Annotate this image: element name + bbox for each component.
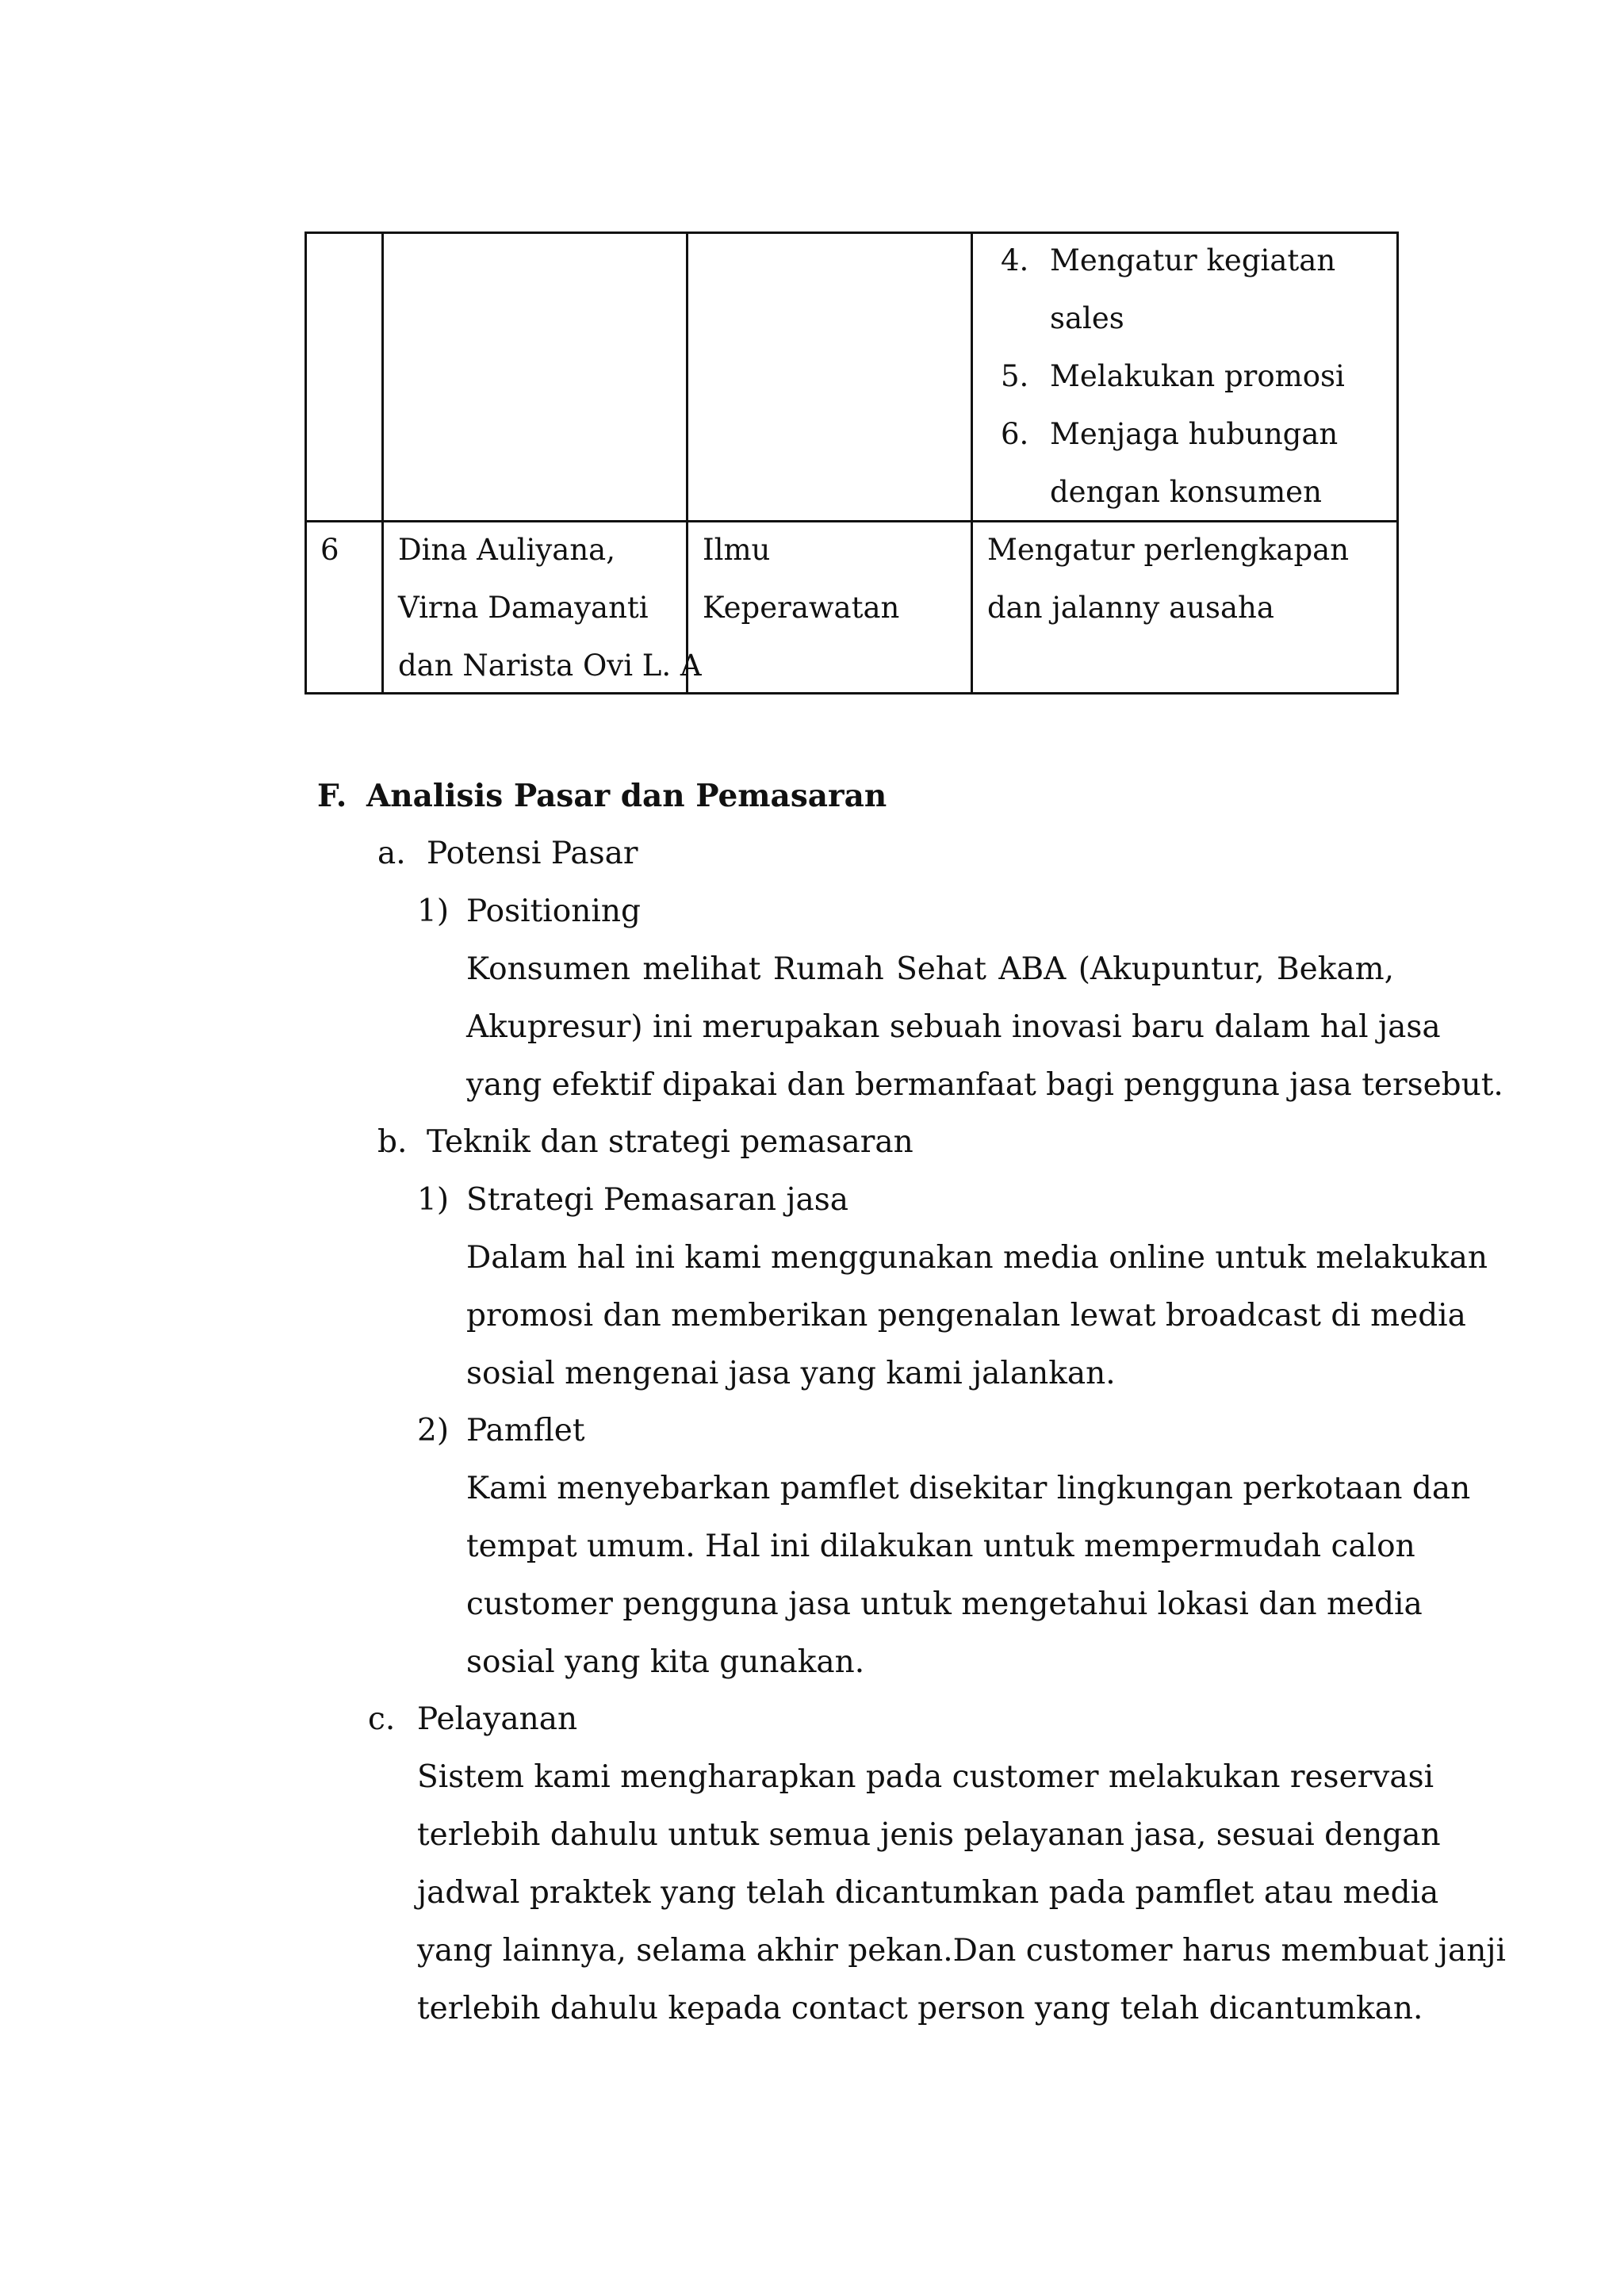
paragraph-line: customer pengguna jasa untuk mengetahui lokasi dan media: [466, 1586, 1423, 1622]
paragraph-pelayanan: [417, 1748, 1506, 2038]
paragraph-line: sosial yang kita gunakan.: [466, 1644, 865, 1680]
cell-names-line: dan Narista Ovi L. A: [398, 649, 702, 683]
task-text: [1050, 232, 1335, 347]
task-number: 6.: [1001, 417, 1029, 451]
item-marker: 1): [417, 1182, 450, 1218]
paragraph-line: Dalam hal ini kami menggunakan media online untuk melakukan: [466, 1240, 1488, 1276]
paragraph-positioning: [466, 940, 1503, 1114]
paragraph-line: promosi dan memberikan pengenalan lewat broadcast di media: [466, 1298, 1466, 1334]
paragraph-line: sosial mengenai jasa yang kami jalankan.: [466, 1356, 1116, 1391]
cell-field: [703, 521, 899, 637]
item-title-strategi: Strategi Pemasaran jasa: [466, 1182, 848, 1218]
team-table: [304, 232, 1399, 695]
cell-names-line: Dina Auliyana,: [398, 533, 615, 567]
paragraph-line: jadwal praktek yang telah dicantumkan pada pamflet atau media: [417, 1875, 1439, 1911]
cell-names-line: Virna Damayanti: [398, 591, 649, 625]
cell-names: [398, 521, 702, 695]
paragraph-pamflet: [466, 1460, 1471, 1691]
paragraph-line: Kami menyebarkan pamflet disekitar lingkungan perkotaan dan: [466, 1471, 1471, 1506]
cell-field-line: Ilmu: [703, 533, 771, 567]
cell-number-text: 6: [320, 533, 339, 567]
item-marker: 1): [417, 894, 450, 929]
task-number: 5.: [1001, 359, 1029, 393]
task-number: 4.: [1001, 243, 1029, 277]
subsection-b-marker: b.: [377, 1124, 408, 1160]
cell-number: [320, 521, 339, 579]
item-title-positioning: Positioning: [466, 894, 641, 929]
paragraph-line: yang efektif dipakai dan bermanfaat bagi pengguna jasa tersebut.: [466, 1067, 1503, 1103]
section-f-title: Analisis Pasar dan Pemasaran: [366, 778, 887, 814]
paragraph-line: Akupresur) ini merupakan sebuah inovasi baru dalam hal jasa: [466, 1009, 1441, 1045]
paragraph-line: terlebih dahulu untuk semua jenis pelayanan jasa, sesuai dengan: [417, 1817, 1441, 1853]
table-col-divider-1: [381, 232, 384, 695]
paragraph-line: terlebih dahulu kepada contact person yang telah dicantumkan.: [417, 1991, 1423, 2026]
subsection-a-marker: a.: [377, 836, 406, 871]
paragraph-line: tempat umum. Hal ini dilakukan untuk mempermudah calon: [466, 1529, 1415, 1564]
table-border-right: [1396, 232, 1399, 695]
item-title-pamflet: Pamflet: [466, 1413, 585, 1448]
task-text-line: dengan konsumen: [1050, 475, 1322, 509]
task-text-line: Mengatur kegiatan: [1050, 243, 1336, 277]
subsection-c-marker: c.: [368, 1701, 396, 1737]
task-text-line: Menjaga hubungan: [1050, 417, 1339, 451]
paragraph-strategi: [466, 1229, 1488, 1402]
task-text: [1050, 347, 1345, 405]
paragraph-line: Sistem kami mengharapkan pada customer melakukan reservasi: [417, 1759, 1434, 1795]
task-text-line: sales: [1050, 301, 1124, 335]
paragraph-line: Konsumen melihat Rumah Sehat ABA (Akupuntur, Bekam,: [466, 951, 1394, 987]
cell-task-line: Mengatur perlengkapan: [987, 533, 1350, 567]
task-text: [1050, 405, 1338, 521]
section-f-marker: F.: [317, 778, 347, 814]
paragraph-line: yang lainnya, selama akhir pekan.Dan customer harus membuat janji: [417, 1933, 1506, 1969]
cell-task-line: dan jalanny ausaha: [987, 591, 1274, 625]
table-col-divider-3: [971, 232, 973, 695]
table-border-left: [304, 232, 307, 695]
subsection-b-title: Teknik dan strategi pemasaran: [427, 1124, 914, 1160]
cell-task: [987, 521, 1349, 637]
item-marker: 2): [417, 1413, 450, 1448]
subsection-c-title: Pelayanan: [417, 1701, 578, 1737]
cell-field-line: Keperawatan: [703, 591, 900, 625]
subsection-a-title: Potensi Pasar: [427, 836, 638, 871]
task-text-line: Melakukan promosi: [1050, 359, 1345, 393]
